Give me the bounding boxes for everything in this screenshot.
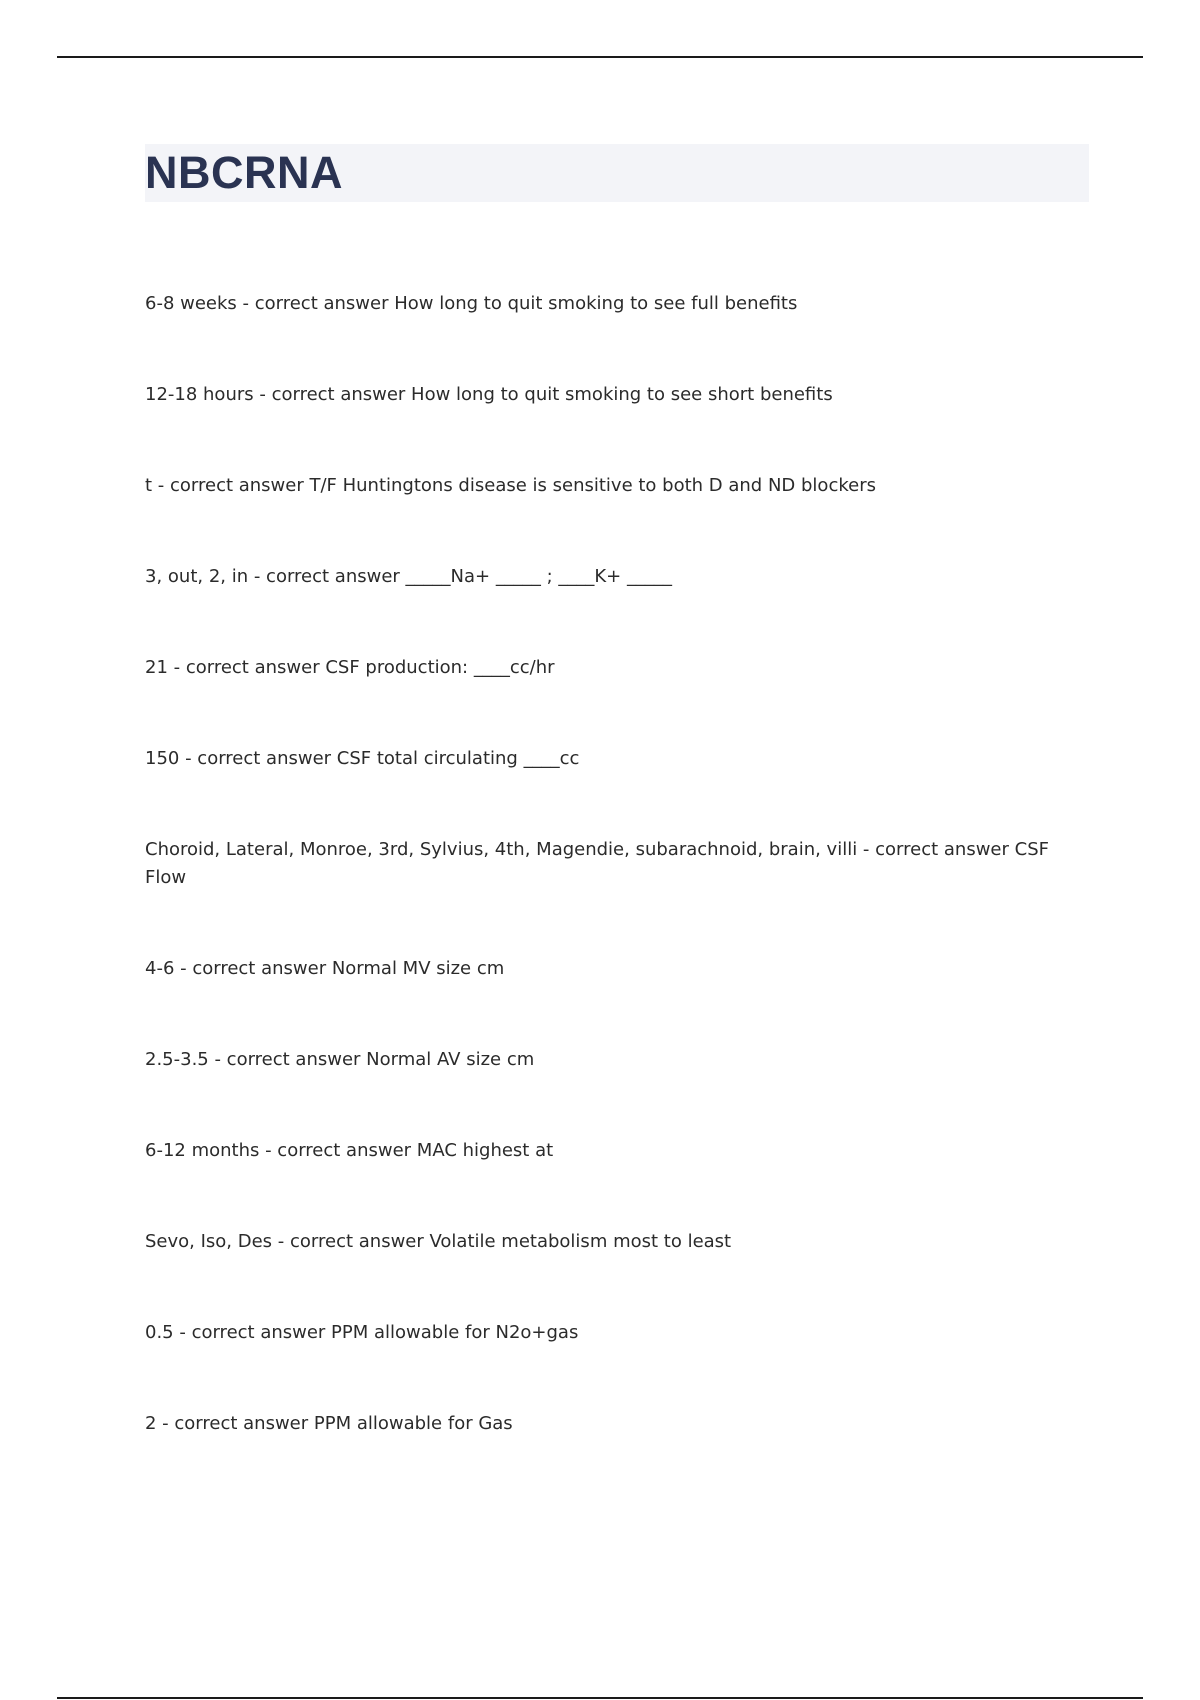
flashcard-item: 150 - correct answer CSF total circulating ____cc: [145, 748, 580, 769]
flashcard-item: t - correct answer T/F Huntingtons disease is sensitive to both D and ND blockers: [145, 475, 876, 496]
flashcard-item: 2.5-3.5 - correct answer Normal AV size cm: [145, 1049, 535, 1070]
header-rule: [57, 56, 1143, 58]
flashcard-item: 4-6 - correct answer Normal MV size cm: [145, 958, 505, 979]
flashcard-item: 21 - correct answer CSF production: ____cc/hr: [145, 657, 555, 678]
flashcard-list: [145, 290, 1075, 1501]
flashcard-item: 6-12 months - correct answer MAC highest at: [145, 1140, 554, 1161]
flashcard-item: Sevo, Iso, Des - correct answer Volatile metabolism most to least: [145, 1231, 732, 1252]
flashcard-item: 0.5 - correct answer PPM allowable for N2o+gas: [145, 1322, 579, 1343]
flashcard-item: 6-8 weeks - correct answer How long to quit smoking to see full benefits: [145, 293, 798, 314]
flashcard-item: Choroid, Lateral, Monroe, 3rd, Sylvius, 4th, Magendie, subarachnoid, brain, villi - correct answer CSF Flow: [145, 839, 1049, 888]
flashcard-item: 3, out, 2, in - correct answer _____Na+ _____ ; ____K+ _____: [145, 566, 672, 587]
flashcard-item: 2 - correct answer PPM allowable for Gas: [145, 1413, 513, 1434]
document-title: NBCRNA: [145, 147, 343, 198]
footer-rule: [57, 1697, 1143, 1699]
flashcard-item: 12-18 hours - correct answer How long to quit smoking to see short benefits: [145, 384, 833, 405]
